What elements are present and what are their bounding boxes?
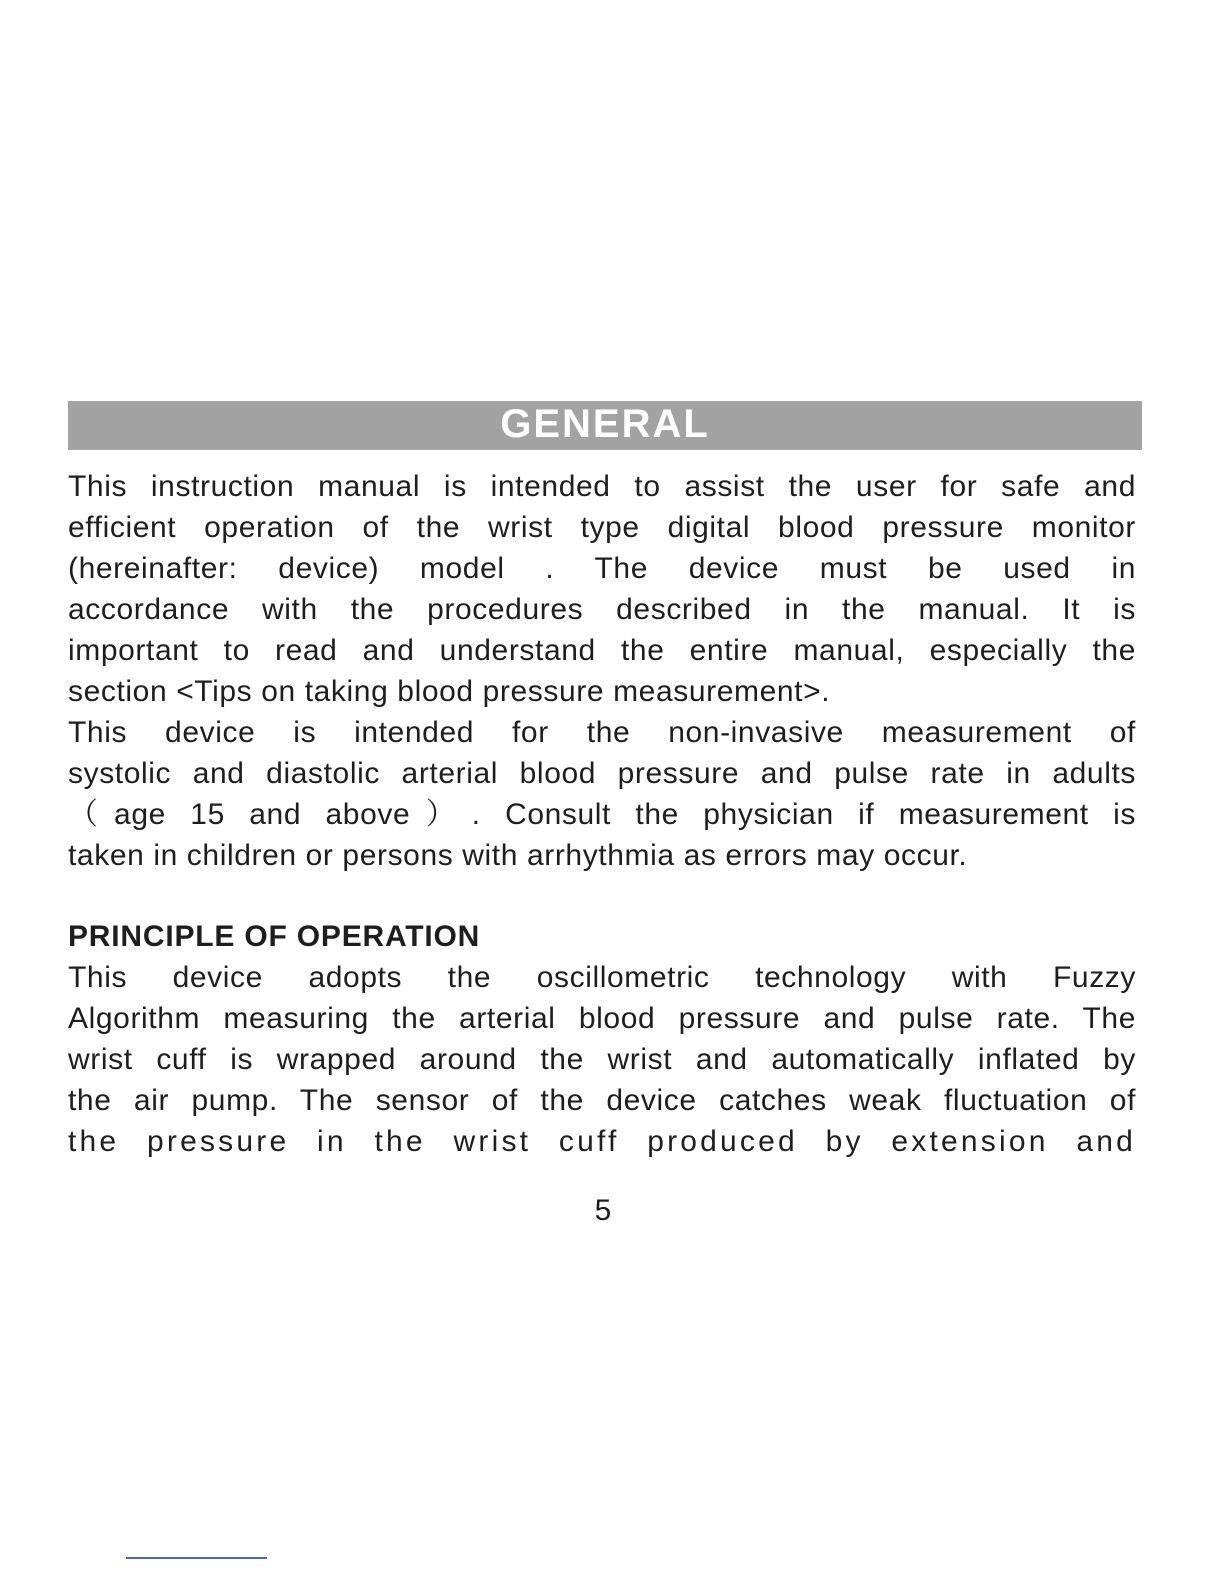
general-paragraph-1 xyxy=(68,466,1136,712)
body-line: the air pump. The sensor of the device catches weak fluctuation of xyxy=(68,1084,1136,1117)
footer-rule xyxy=(126,1557,267,1559)
body-line: wrist cuff is wrapped around the wrist and automatically inflated by xyxy=(68,1043,1136,1076)
general-paragraph-2 xyxy=(68,712,1136,876)
body-line: important to read and understand the entire manual, especially the xyxy=(68,634,1136,667)
body-line: Algorithm measuring the arterial blood pressure and pulse rate. The xyxy=(68,1002,1136,1035)
body-line: This instruction manual is intended to assist the user for safe and xyxy=(68,470,1136,503)
section-title: GENERAL xyxy=(500,402,710,446)
body-line: This device adopts the oscillometric technology with Fuzzy xyxy=(68,961,1136,994)
body-line: （age 15 and above）. Consult the physician if measurement is xyxy=(68,798,1136,831)
principle-heading: PRINCIPLE OF OPERATION xyxy=(68,920,481,953)
section-banner xyxy=(68,401,1142,450)
body-line: accordance with the procedures described in the manual. It is xyxy=(68,593,1136,626)
body-line: This device is intended for the non-invasive measurement of xyxy=(68,716,1136,749)
body-line: (hereinafter: device) model . The device must be used in xyxy=(68,552,1136,585)
body-line: taken in children or persons with arrhythmia as errors may occur. xyxy=(68,839,968,872)
body-line: efficient operation of the wrist type digital blood pressure monitor xyxy=(68,511,1136,544)
body-line: systolic and diastolic arterial blood pressure and pulse rate in adults xyxy=(68,757,1136,790)
body-line: the pressure in the wrist cuff produced by extension and xyxy=(68,1125,1136,1158)
principle-paragraph xyxy=(68,957,1136,1162)
body-line: section <Tips on taking blood pressure measurement>. xyxy=(68,675,831,708)
page-number: 5 xyxy=(594,1194,612,1227)
